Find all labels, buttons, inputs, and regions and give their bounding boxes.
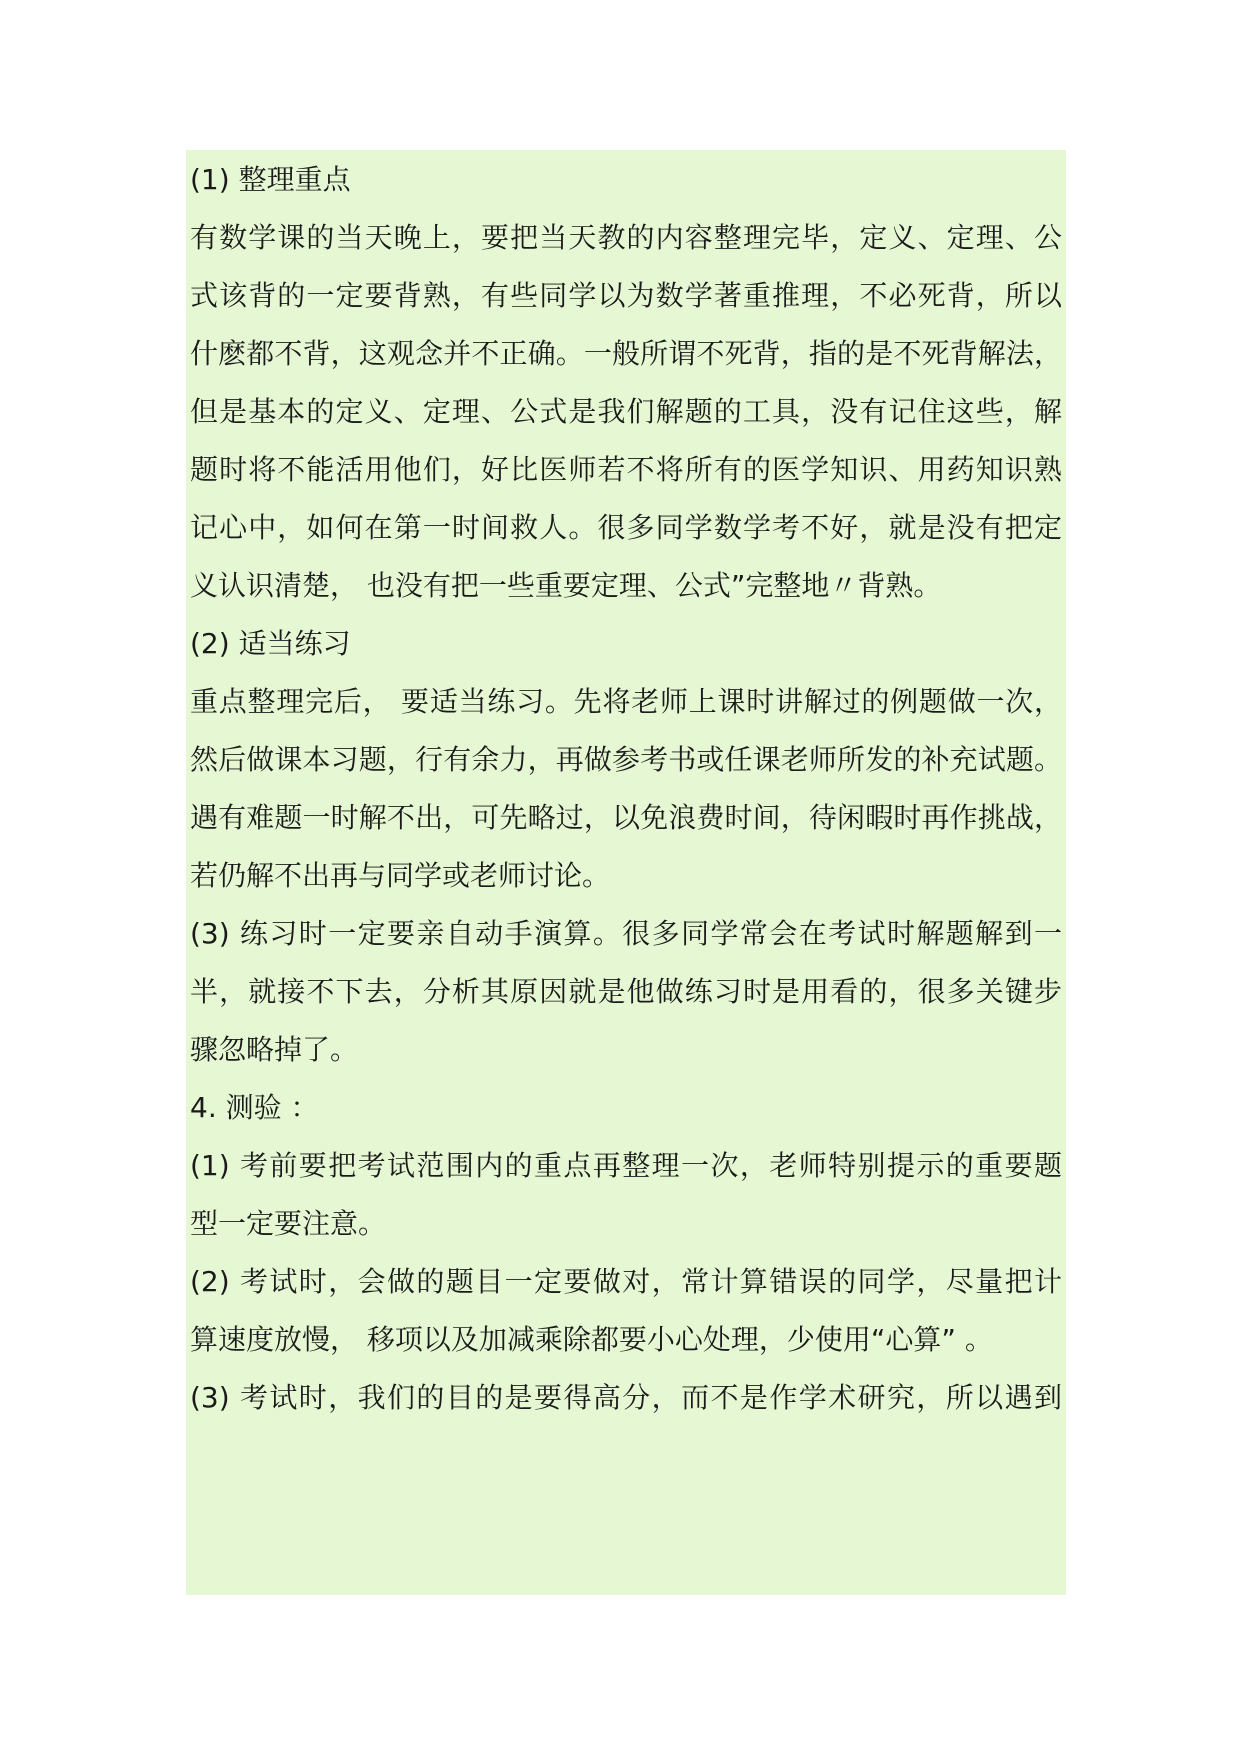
paragraph-line: 骤忽略掉了。 [190, 1033, 359, 1066]
highlighted-text-block [186, 150, 1066, 1595]
paragraph-line: (3) 练习时一定要亲自动手演算。很多同学常会在考试时解题解到一 [190, 917, 1062, 950]
paragraph-line: 什麽都不背，这观念并不正确。一般所谓不死背，指的是不死背解法， [190, 337, 1062, 370]
paragraph-line: 题时将不能活用他们，好比医师若不将所有的医学知识、用药知识熟 [190, 453, 1062, 486]
heading-organize-key-points: (1) 整理重点 [190, 163, 351, 196]
heading-practice: (2) 适当练习 [190, 627, 351, 660]
paragraph-line: 型一定要注意。 [190, 1207, 387, 1240]
paragraph-line: 有数学课的当天晚上，要把当天教的内容整理完毕，定义、定理、公 [190, 221, 1062, 254]
paragraph-line: 遇有难题一时解不出，可先略过，以免浪费时间，待闲暇时再作挑战， [190, 801, 1062, 834]
paragraph-line: (1) 考前要把考试范围内的重点再整理一次，老师特别提示的重要题 [190, 1149, 1062, 1182]
paragraph-line: 记心中，如何在第一时间救人。很多同学数学考不好，就是没有把定 [190, 511, 1062, 544]
paragraph-line: 然后做课本习题，行有余力，再做参考书或任课老师所发的补充试题。 [190, 743, 1062, 776]
heading-quiz: 4. 测验 ： [190, 1091, 319, 1124]
paragraph-line: 但是基本的定义、定理、公式是我们解题的工具，没有记住这些，解 [190, 395, 1062, 428]
paragraph-line: 算速度放慢， 移项以及加减乘除都要小心处理，少使用“心算” 。 [190, 1323, 993, 1356]
paragraph-line: 半，就接不下去，分析其原因就是他做练习时是用看的，很多关键步 [190, 975, 1062, 1008]
paragraph-line: 若仍解不出再与同学或老师讨论。 [190, 859, 611, 892]
paragraph-line: (3) 考试时，我们的目的是要得高分，而不是作学术研究，所以遇到 [190, 1381, 1062, 1414]
paragraph-line: (2) 考试时，会做的题目一定要做对，常计算错误的同学，尽量把计 [190, 1265, 1062, 1298]
paragraph-line: 式该背的一定要背熟，有些同学以为数学著重推理，不必死背，所以 [190, 279, 1062, 312]
paragraph-line: 义认识清楚， 也没有把一些重要定理、公式”完整地〃背熟。 [190, 569, 942, 602]
paragraph-line: 重点整理完后， 要适当练习。先将老师上课时讲解过的例题做一次， [190, 685, 1062, 718]
